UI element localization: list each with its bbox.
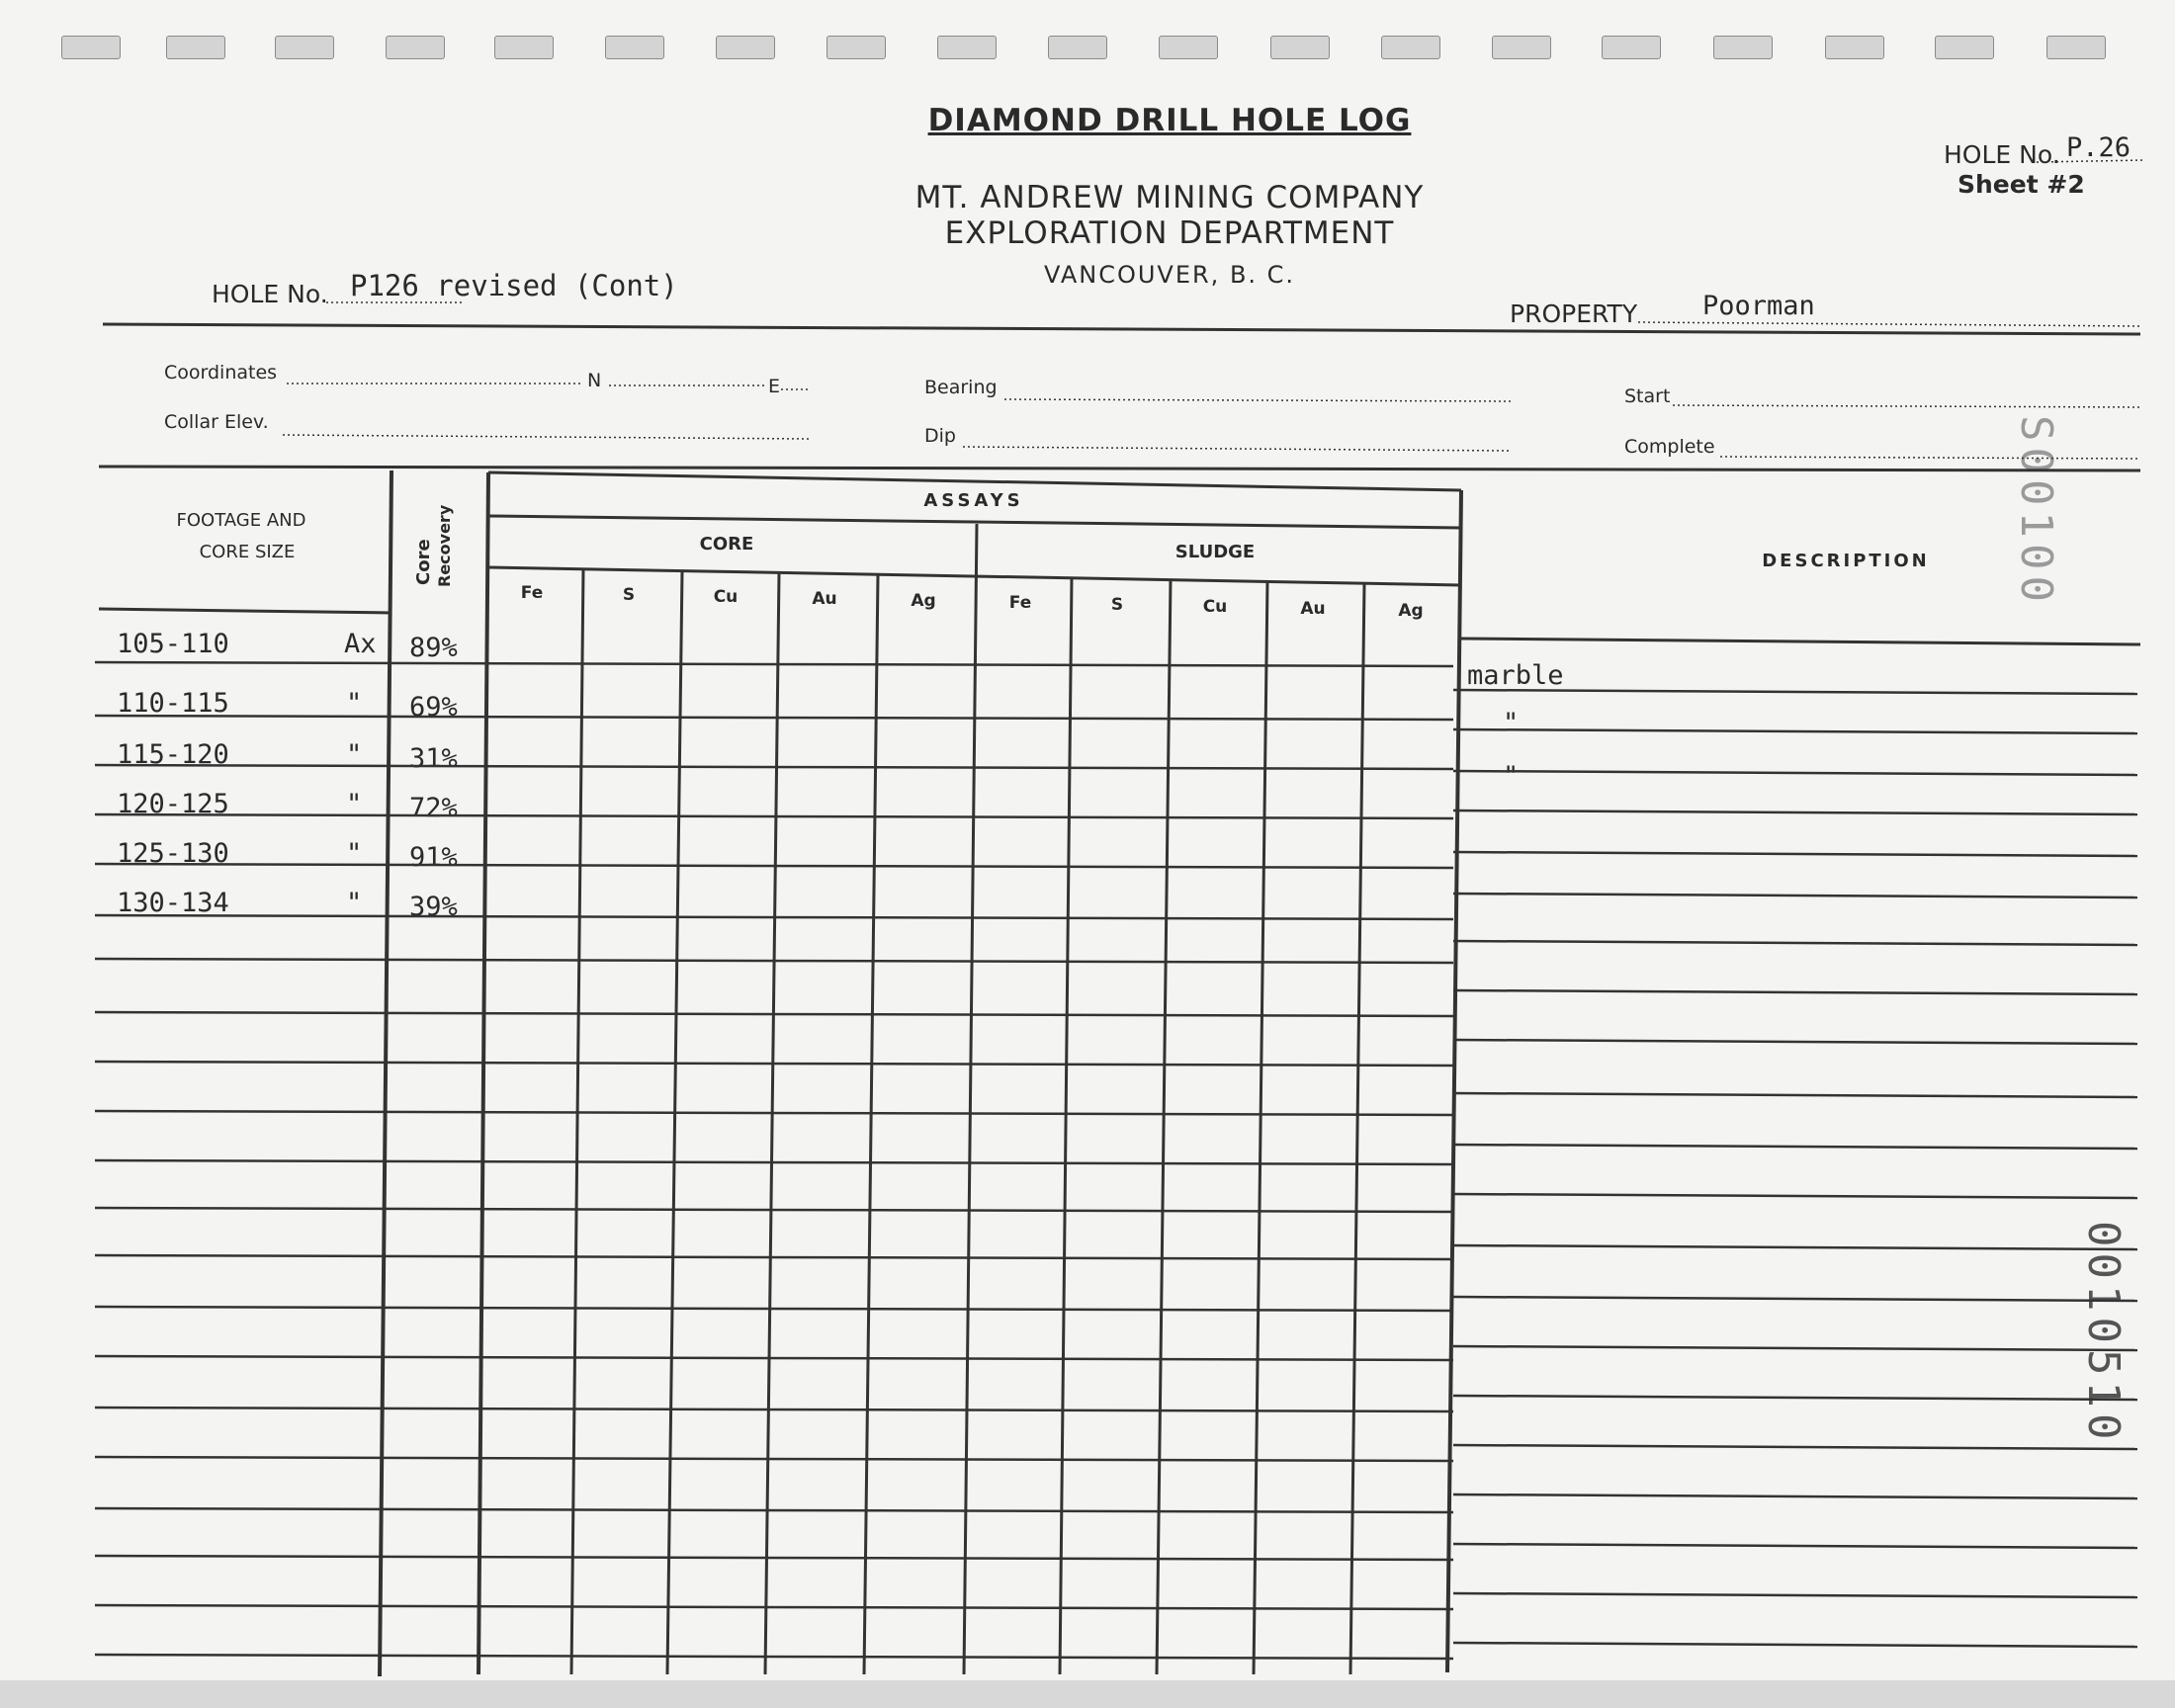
core-assays-header: CORE (699, 534, 754, 555)
binder-tab (386, 36, 445, 59)
binder-tab (937, 36, 997, 59)
sludge-assay-col-2: Cu (1202, 597, 1228, 617)
department-name: EXPLORATION DEPARTMENT (944, 215, 1395, 251)
sludge-assay-col-0: Fe (1008, 593, 1032, 613)
footage-header-line2: CORE SIZE (199, 542, 296, 562)
binder-tab (2046, 36, 2106, 59)
sludge-assay-col-1: S (1110, 595, 1124, 615)
start-label: Start (1624, 385, 1671, 407)
binder-tab (1935, 36, 1994, 59)
row-core-recovery: 91% (409, 842, 458, 873)
binder-tab (716, 36, 775, 59)
sludge-assay-col-3: Au (1300, 599, 1326, 619)
assays-header: ASSAYS (923, 490, 1024, 511)
binder-tab (275, 36, 334, 59)
row-footage: 110-115 (117, 688, 229, 719)
binder-tab (1825, 36, 1884, 59)
row-footage: 105-110 (117, 629, 229, 659)
top-hole-no-value: P.26 (2066, 132, 2132, 163)
dip-label: Dip (924, 425, 956, 447)
binder-tab (1381, 36, 1440, 59)
top-hole-no-label: HOLE No. (1944, 140, 2060, 169)
core-recovery-header-line1: Core (413, 539, 434, 585)
binder-tab (1713, 36, 1773, 59)
binder-tab (605, 36, 664, 59)
row-footage: 120-125 (117, 789, 229, 819)
row-description: " (1503, 761, 1520, 792)
row-description: " (1503, 708, 1520, 738)
collar-elev-label: Collar Elev. (164, 411, 269, 433)
row-footage: 115-120 (117, 739, 229, 770)
core-assay-col-1: S (622, 585, 636, 605)
coordinates-label: Coordinates (164, 362, 278, 384)
binder-tab (1048, 36, 1107, 59)
row-footage: 130-134 (117, 888, 229, 918)
row-description: marble (1467, 660, 1564, 691)
row-core-size: " (346, 739, 363, 770)
hole-no-label: HOLE No. (212, 280, 328, 308)
core-assay-col-0: Fe (520, 583, 544, 603)
row-core-size: " (346, 789, 363, 819)
row-core-size: " (346, 838, 363, 869)
footage-header-line1: FOOTAGE AND (176, 510, 306, 531)
sludge-assay-col-4: Ag (1398, 601, 1424, 621)
city-name: VANCOUVER, B. C. (1043, 261, 1296, 289)
row-core-size: " (346, 888, 363, 918)
bearing-label: Bearing (924, 377, 998, 398)
core-recovery-header-line2: Recovery (435, 504, 454, 587)
scan-bottom-edge (0, 1680, 2175, 1708)
row-core-size: " (346, 688, 363, 719)
property-value: Poorman (1702, 291, 1815, 321)
row-core-recovery: 39% (409, 892, 458, 922)
binder-tab (1492, 36, 1551, 59)
binder-tab (1159, 36, 1218, 59)
binder-tab (826, 36, 886, 59)
binder-tab (61, 36, 121, 59)
north-label: N (587, 370, 602, 391)
row-core-recovery: 31% (409, 743, 458, 774)
row-footage: 125-130 (117, 838, 229, 869)
company-name: MT. ANDREW MINING COMPANY (914, 180, 1425, 215)
binder-tab (494, 36, 554, 59)
core-assay-col-4: Ag (911, 591, 936, 611)
complete-label: Complete (1624, 436, 1715, 458)
faint-stamp-number: S00100 (2011, 415, 2061, 608)
core-assay-col-2: Cu (713, 587, 739, 607)
core-assay-col-3: Au (812, 589, 837, 609)
description-header: DESCRIPTION (1762, 551, 1930, 571)
row-core-size: Ax (344, 629, 377, 659)
form-title: DIAMOND DRILL HOLE LOG (927, 103, 1412, 138)
stamp-number: 0010510 (2078, 1221, 2129, 1446)
row-core-recovery: 89% (409, 633, 458, 663)
sludge-assays-header: SLUDGE (1174, 542, 1256, 562)
binder-tab (166, 36, 225, 59)
hole-no-value: P126 revised (Cont) (350, 269, 678, 302)
property-label: PROPERTY (1510, 299, 1638, 328)
sheet-number: Sheet #2 (1958, 170, 2085, 199)
binder-tab (1602, 36, 1661, 59)
east-label: E (768, 376, 781, 397)
binder-tab (1270, 36, 1330, 59)
row-core-recovery: 72% (409, 793, 458, 823)
row-core-recovery: 69% (409, 692, 458, 723)
